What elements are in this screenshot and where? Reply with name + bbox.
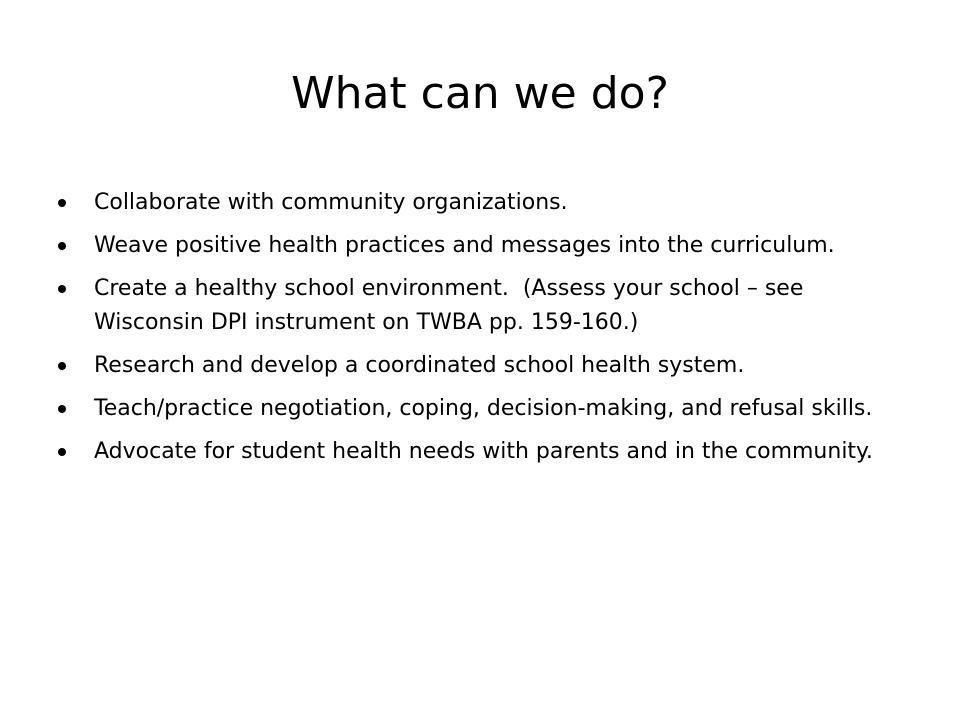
bullet-point-icon xyxy=(58,242,66,250)
bullet-point-icon xyxy=(58,405,66,413)
bullet-item-weave xyxy=(58,229,888,263)
bullet-text: Collaborate with community organizations. xyxy=(94,190,568,215)
bullet-item-environment xyxy=(58,272,888,340)
bullet-point-icon xyxy=(58,199,66,207)
bullet-point-icon xyxy=(58,362,66,370)
bullet-list xyxy=(58,186,888,478)
bullet-item-advocate xyxy=(58,435,888,469)
slide-title: What can we do? xyxy=(291,68,669,119)
bullet-point-icon xyxy=(58,285,66,293)
bullet-point-icon xyxy=(58,448,66,456)
bullet-text: Create a healthy school environment. (Assess your school – see Wisconsin DPI instrument on TWBA pp. 159-160.) xyxy=(94,276,811,335)
bullet-item-research xyxy=(58,349,888,383)
bullet-text: Teach/practice negotiation, coping, decision-making, and refusal skills. xyxy=(94,396,873,421)
bullet-item-teach xyxy=(58,392,888,426)
bullet-text: Advocate for student health needs with parents and in the community. xyxy=(94,439,873,464)
bullet-item-collaborate xyxy=(58,186,888,220)
bullet-text: Weave positive health practices and messages into the curriculum. xyxy=(94,233,835,258)
bullet-text: Research and develop a coordinated school health system. xyxy=(94,353,745,378)
